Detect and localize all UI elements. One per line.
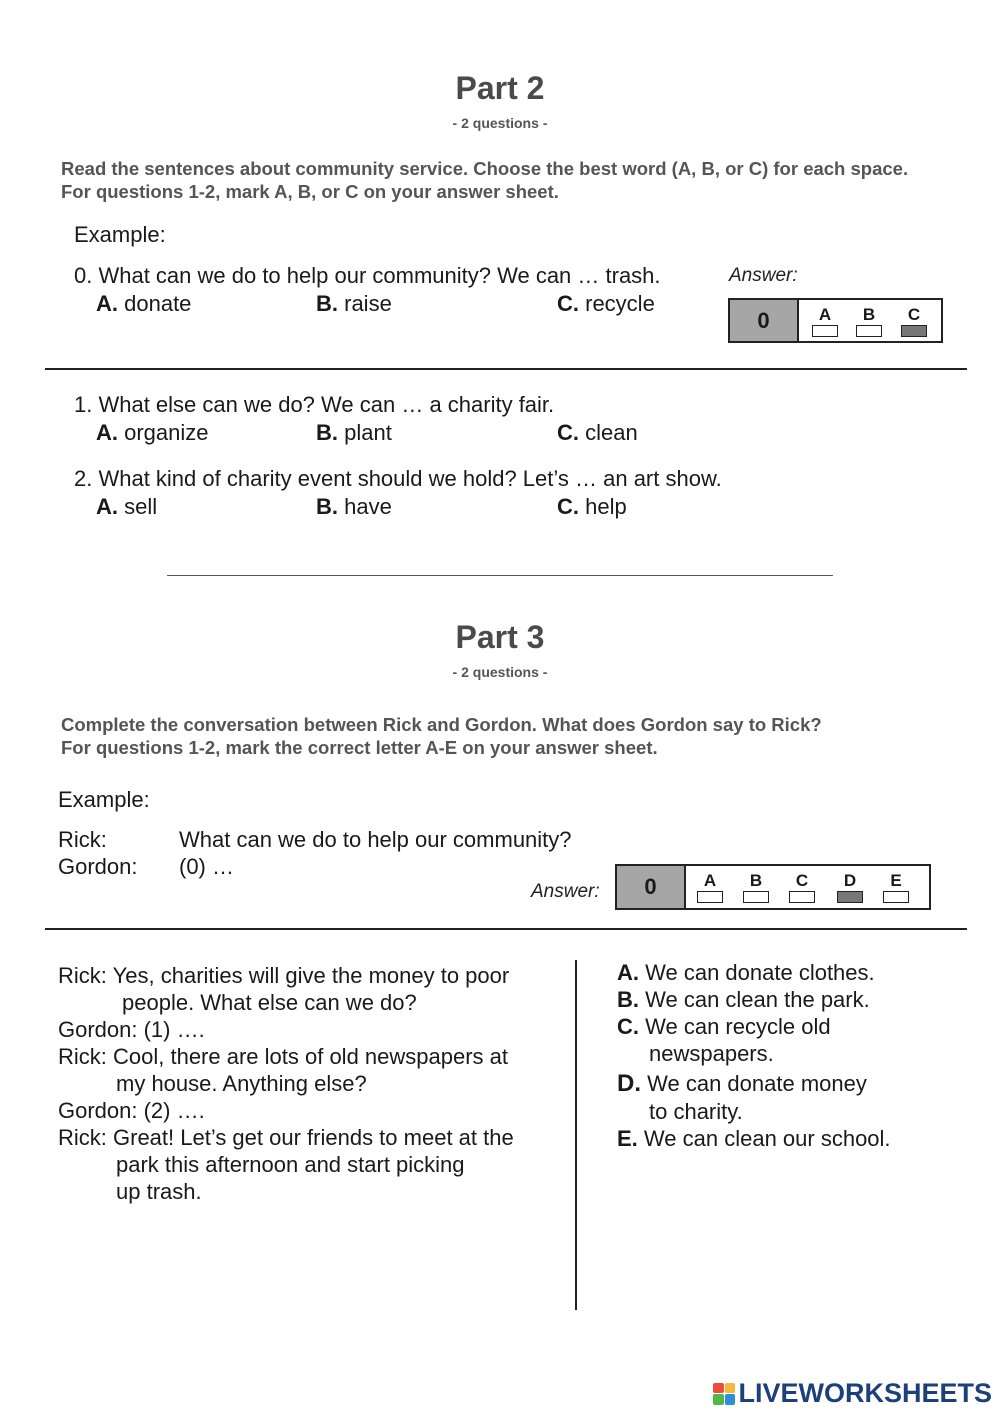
answer-option-b: B xyxy=(741,872,771,903)
example-speaker-rick: Rick: xyxy=(58,827,107,852)
logo-square-green xyxy=(713,1394,724,1405)
option-b: B. We can clean the park. xyxy=(617,987,870,1012)
part3-example-label: Example: xyxy=(58,787,150,812)
answer-option-b: B xyxy=(854,306,884,337)
logo-square-red xyxy=(713,1383,724,1394)
part3-answer-label: Answer: xyxy=(531,881,600,902)
example-speaker-gordon: Gordon: xyxy=(58,854,138,879)
part3-subtitle: - 2 questions - xyxy=(452,664,548,680)
q2-option-c: C. help xyxy=(557,494,627,519)
part2-divider xyxy=(45,368,967,370)
q1-option-a: A. organize xyxy=(96,420,209,445)
option-d: D. We can donate money xyxy=(617,1070,867,1097)
dialogue-line: my house. Anything else? xyxy=(116,1071,367,1096)
option-e: E. We can clean our school. xyxy=(617,1126,891,1151)
column-divider xyxy=(575,960,577,1310)
part2-answer-label: Answer: xyxy=(729,265,798,286)
q2-option-a: A. sell xyxy=(96,494,158,519)
option-c-continued: newspapers. xyxy=(649,1041,774,1066)
answer-box-number: 0 xyxy=(617,866,686,908)
part2-title: Part 2 xyxy=(455,70,545,106)
logo-square-yellow xyxy=(725,1383,736,1394)
part2-example-option-b: B. raise xyxy=(316,291,392,316)
dialogue-line: Rick: Cool, there are lots of old newspapers at xyxy=(58,1044,509,1069)
q1-option-c: C. clean xyxy=(557,420,638,445)
part2-question-2: 2. What kind of charity event should we hold? Let’s … an art show. xyxy=(74,466,722,491)
part2-example-option-a: A. donate xyxy=(96,291,192,316)
q2-option-b: B. have xyxy=(316,494,392,519)
option-c: C. We can recycle old xyxy=(617,1014,831,1039)
dialogue-line: Rick: Great! Let’s get our friends to meet at the xyxy=(58,1125,514,1150)
part2-question-1: 1. What else can we do? We can … a charity fair. xyxy=(74,392,555,417)
part2-example-label: Example: xyxy=(74,222,166,247)
part2-example-question: 0. What can we do to help our community? We can … trash. xyxy=(74,263,661,288)
part2-subtitle: - 2 questions - xyxy=(452,115,548,131)
liveworksheets-logo xyxy=(713,1378,992,1409)
answer-option-c-selected: C xyxy=(899,306,929,337)
example-gordon-line: (0) … xyxy=(179,854,234,879)
part2-answer-box xyxy=(728,298,943,343)
option-d-continued: to charity. xyxy=(649,1099,743,1124)
q1-option-b: B. plant xyxy=(316,420,392,445)
part2-example-option-c: C. recycle xyxy=(557,291,655,316)
dialogue-line: Gordon: (2) …. xyxy=(58,1098,205,1123)
dialogue-line: up trash. xyxy=(116,1179,202,1204)
liveworksheets-logo-icon xyxy=(713,1383,735,1405)
part3-instructions: Complete the conversation between Rick and Gordon. What does Gordon say to Rick? For questions 1-2, mark the correct letter A-E on your answer sheet. xyxy=(61,714,822,758)
answer-box-number: 0 xyxy=(730,300,799,341)
logo-square-blue xyxy=(725,1394,736,1405)
section-divider xyxy=(167,575,833,576)
answer-option-d-selected: D xyxy=(835,872,865,903)
brand-name: LIVEWORKSHEETS xyxy=(738,1378,992,1408)
answer-option-e: E xyxy=(881,872,911,903)
option-a: A. We can donate clothes. xyxy=(617,960,875,985)
answer-option-a: A xyxy=(810,306,840,337)
part3-divider xyxy=(45,928,967,930)
part2-instructions: Read the sentences about community service. Choose the best word (A, B, or C) for each space. For questions 1-2, mark A, B, or C on your answer sheet. xyxy=(61,158,909,202)
dialogue-line: park this afternoon and start picking xyxy=(116,1152,465,1177)
dialogue-line: Rick: Yes, charities will give the money to poor xyxy=(58,963,510,988)
answer-option-c: C xyxy=(787,872,817,903)
part3-answer-box xyxy=(615,864,931,910)
dialogue-line: people. What else can we do? xyxy=(122,990,417,1015)
part3-title: Part 3 xyxy=(455,619,545,655)
answer-option-a: A xyxy=(695,872,725,903)
dialogue-line: Gordon: (1) …. xyxy=(58,1017,205,1042)
example-rick-line: What can we do to help our community? xyxy=(179,827,572,852)
